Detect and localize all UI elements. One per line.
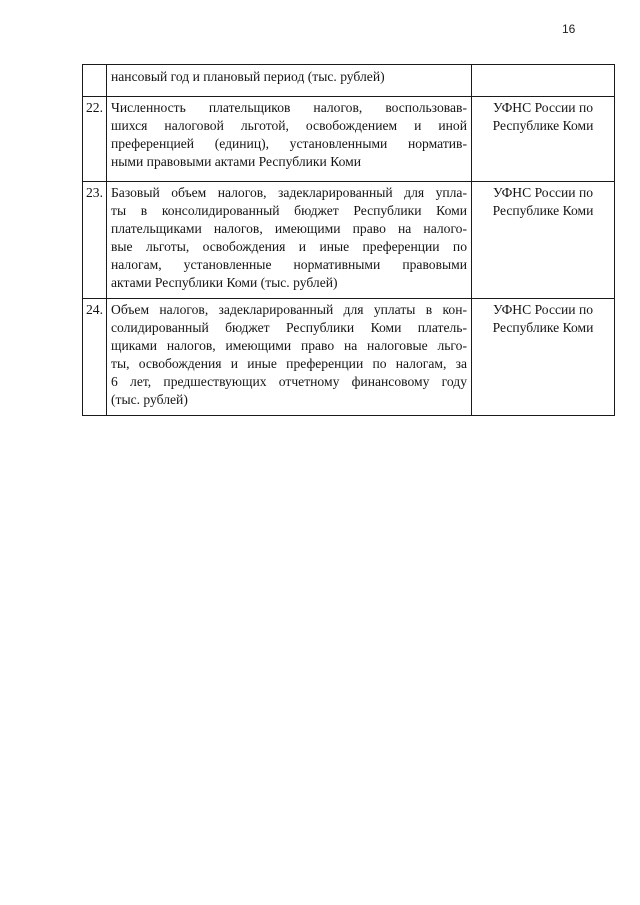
row-number: 22. [83,97,107,182]
table-row [83,97,615,182]
indicator-description [107,299,472,416]
description-line: преференцией (единиц), установленными норматив- [111,136,467,151]
description-line: ными правовыми актами Республики Коми [111,154,362,169]
responsible-line: Республике Коми [492,118,594,133]
description-line: нансовый год и плановый период (тыс. рублей) [111,69,385,84]
indicator-description [107,182,472,299]
row-number-cell [83,65,107,97]
row-number: 24. [83,299,107,416]
responsible-authority [472,182,615,299]
description-line: (тыс. рублей) [111,392,188,407]
responsible-line: Республике Коми [492,320,594,335]
description-line: налогам, установленные нормативными правовыми [111,257,467,272]
indicators-table [82,64,615,416]
responsible-line: УФНС России по [492,185,594,200]
description-line: 6 лет, предшествующих отчетному финансовому году [111,374,467,389]
description-line: шихся налоговой льготой, освобождением и иной [111,118,467,133]
table-row [83,299,615,416]
indicator-description [107,97,472,182]
description-line: актами Республики Коми (тыс. рублей) [111,275,338,290]
indicator-description [107,65,472,97]
page-number: 16 [562,22,576,36]
table-row-continuation [83,65,615,97]
responsible-line: Республике Коми [492,203,594,218]
description-line: ты, освобождения и иные преференции по налогам, за [111,356,467,371]
table-row [83,182,615,299]
description-line: плательщиками налогов, имеющими право на налого- [111,221,467,236]
description-line: Базовый объем налогов, задекларированный для упла- [111,185,467,200]
responsible-cell [472,65,615,97]
description-line: Численность плательщиков налогов, воспользовав- [111,100,467,115]
description-line: солидированный бюджет Республики Коми платель- [111,320,467,335]
responsible-line: УФНС России по [492,302,594,317]
responsible-line: УФНС России по [492,100,594,115]
description-line: Объем налогов, задекларированный для уплаты в кон- [111,302,467,317]
row-number: 23. [83,182,107,299]
description-line: ты в консолидированный бюджет Республики Коми [111,203,467,218]
description-line: вые льготы, освобождения и иные преференции по [111,239,467,254]
description-line: щиками налогов, имеющими право на налоговые льго- [111,338,467,353]
responsible-authority [472,299,615,416]
responsible-authority [472,97,615,182]
